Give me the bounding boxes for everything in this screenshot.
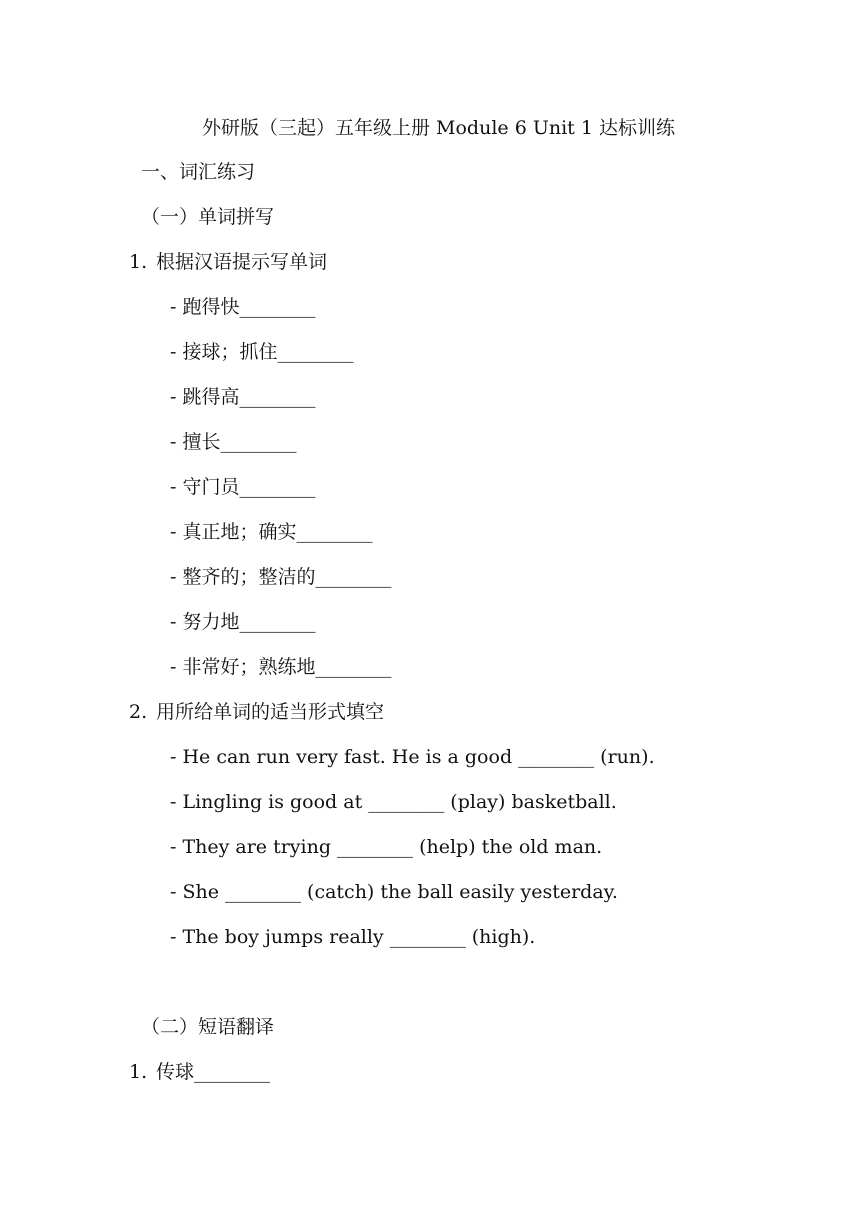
subsection-heading-phrase-translation: （二）短语翻译 — [141, 1016, 275, 1038]
list-item: - Lingling is good at ________ (play) basketball. — [170, 791, 617, 813]
list-item: - 守门员________ — [170, 476, 316, 498]
list-item: - 跑得快________ — [170, 296, 316, 318]
question-text: 传球________ — [156, 1061, 271, 1083]
list-item: - The boy jumps really ________ (high). — [170, 926, 536, 948]
question-2-prompt — [129, 700, 384, 724]
question-number: 1. — [129, 251, 148, 273]
document-title: 外研版（三起）五年级上册 Module 6 Unit 1 达标训练 — [202, 117, 675, 139]
list-item: - 整齐的；整洁的________ — [170, 566, 392, 588]
list-item: - 擅长________ — [170, 431, 297, 453]
list-item: - 真正地；确实________ — [170, 521, 373, 543]
question-number: 2. — [129, 701, 148, 723]
list-item: - 非常好；熟练地________ — [170, 656, 392, 678]
list-item: - She ________ (catch) the ball easily yesterday. — [170, 881, 618, 903]
question-number: 1. — [129, 1061, 148, 1083]
translation-question-1 — [129, 1060, 270, 1084]
question-text: 根据汉语提示写单词 — [156, 251, 328, 273]
list-item: - He can run very fast. He is a good ________ (run). — [170, 746, 655, 768]
list-item: - They are trying ________ (help) the old man. — [170, 836, 603, 858]
list-item: - 跳得高________ — [170, 386, 316, 408]
list-item: - 接球；抓住________ — [170, 341, 354, 363]
question-text: 用所给单词的适当形式填空 — [156, 701, 385, 723]
subsection-heading-spelling: （一）单词拼写 — [141, 206, 275, 228]
question-1-prompt — [129, 250, 327, 274]
list-item: - 努力地________ — [170, 611, 316, 633]
section-heading-vocabulary: 一、词汇练习 — [141, 161, 256, 183]
